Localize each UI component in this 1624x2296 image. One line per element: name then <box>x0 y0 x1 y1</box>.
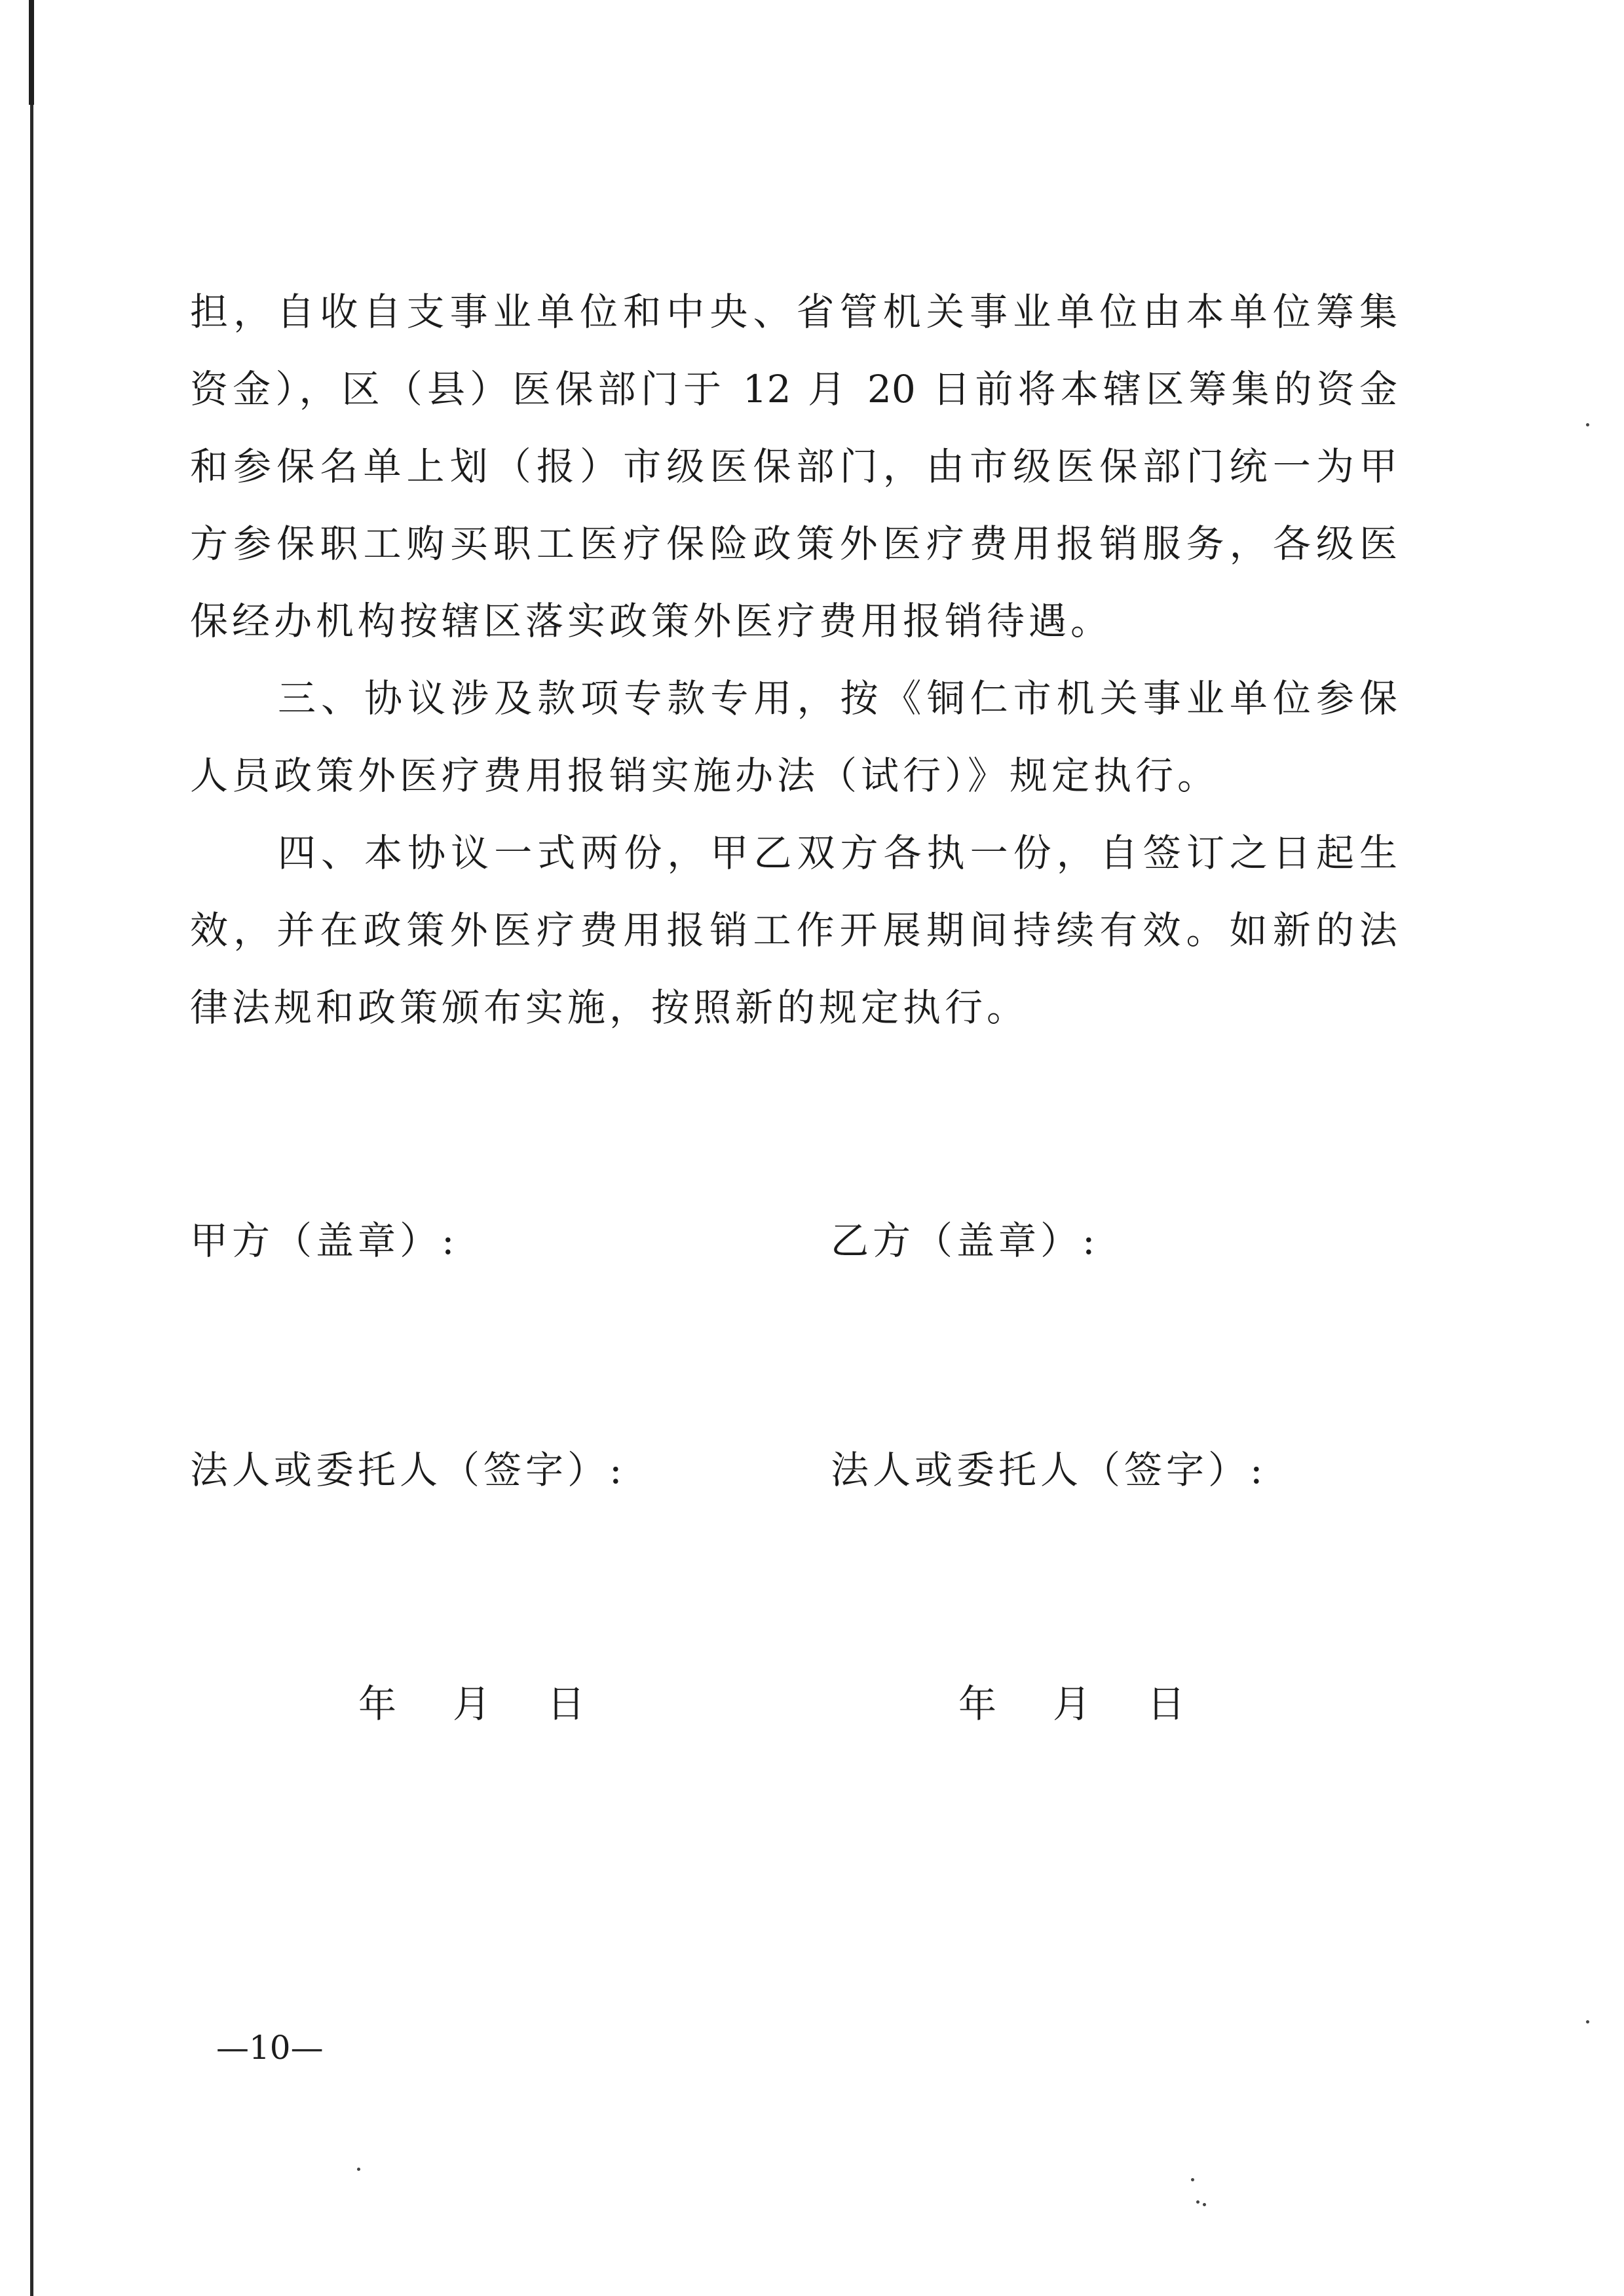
body-line: 担，自收自支事业单位和中央、省管机关事业单位由本单位筹集 <box>190 290 1397 334</box>
scan-left-edge <box>30 0 33 2296</box>
party-b-date: 年 月 日 <box>958 1682 1195 1726</box>
clause-three-line: 三、协议涉及款项专款专用，按《铜仁市机关事业单位参保 <box>278 676 1397 721</box>
clause-four-line: 效，并在政策外医疗费用报销工作开展期间持续有效。如新的法 <box>190 908 1397 952</box>
clause-four-line: 四、本协议一式两份，甲乙双方各执一份，自签订之日起生 <box>278 831 1397 875</box>
party-b-signature-label: 法人或委托人（签字）: <box>831 1448 1267 1492</box>
scan-speck <box>1196 2200 1199 2204</box>
body-line: 方参保职工购买职工医疗保险政策外医疗费用报销服务，各级医 <box>190 521 1397 566</box>
clause-three-line: 人员政策外医疗费用报销实施办法（试行）》规定执行。 <box>190 753 1220 798</box>
scan-speck <box>1203 2203 1206 2206</box>
body-line: 资金），区（县）医保部门于 12 月 20 日前将本辖区筹集的资金 <box>190 367 1397 411</box>
scan-speck <box>1586 2020 1589 2023</box>
party-a-signature-label: 法人或委托人（签字）: <box>190 1448 626 1492</box>
clause-four-line: 律法规和政策颁布实施，按照新的规定执行。 <box>190 985 1029 1030</box>
scan-speck <box>1191 2178 1194 2181</box>
page-number: —10— <box>216 2029 324 2067</box>
scan-left-edge-top <box>29 0 34 105</box>
party-a-seal-label: 甲方（盖章）: <box>190 1218 459 1263</box>
scan-speck <box>357 2168 360 2171</box>
party-a-date: 年 月 日 <box>358 1682 595 1726</box>
body-line: 保经办机构按辖区落实政策外医疗费用报销待遇。 <box>190 599 1113 643</box>
scan-speck <box>1586 423 1589 426</box>
party-b-seal-label: 乙方（盖章）: <box>831 1218 1099 1263</box>
body-line: 和参保名单上划（报）市级医保部门，由市级医保部门统一为甲 <box>190 444 1397 489</box>
agreement-body <box>190 273 1397 1046</box>
